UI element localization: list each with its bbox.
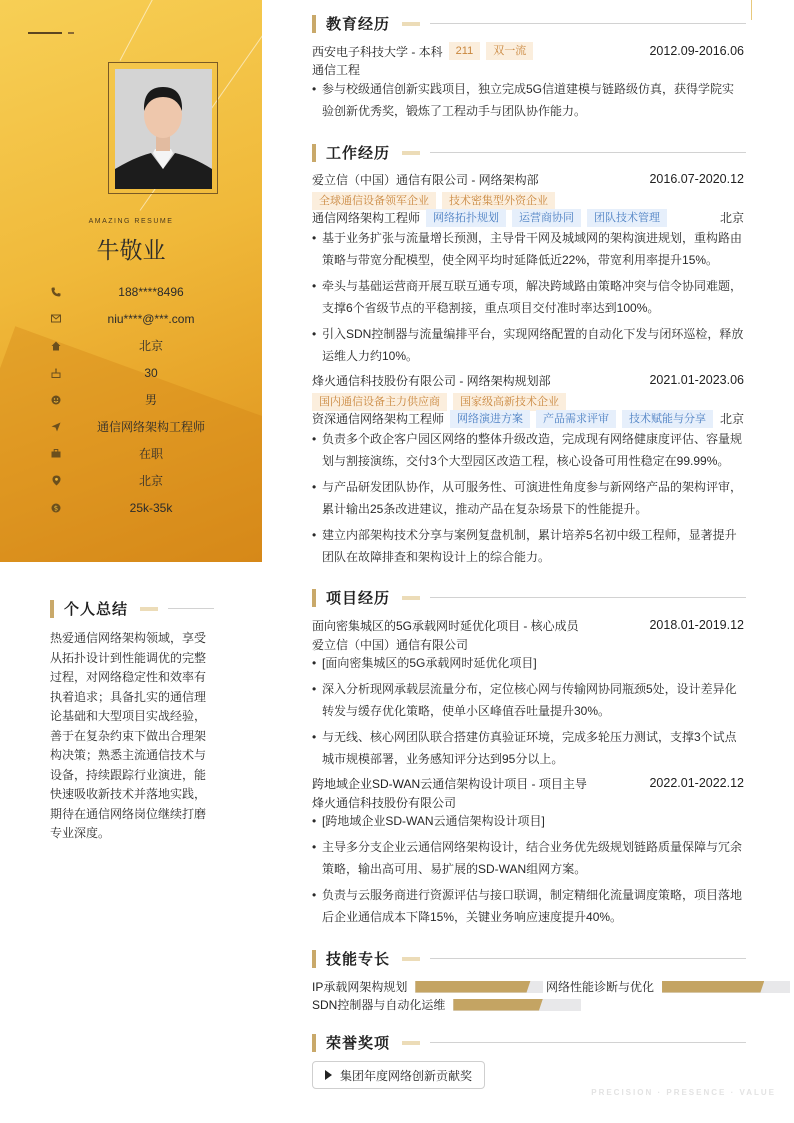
- info-row-home: [50, 332, 240, 359]
- section-pill: [402, 22, 420, 26]
- section-marker: [312, 950, 316, 968]
- phone-icon: [50, 286, 62, 298]
- location-value: 北京: [138, 474, 163, 488]
- job-bullet: [312, 323, 744, 367]
- sidebar: [0, 0, 262, 562]
- project-name: 跨地域企业SD-WAN云通信架构设计项目 - 项目主导: [312, 776, 587, 791]
- projects-title: 项目经历: [326, 590, 391, 607]
- section-divider: [430, 23, 746, 24]
- bullet-text: 与产品研发团队协作，从可服务性、可演进性角度参与新网络产品的架构评审，累计输出25条改进建议，推动产品在复杂场景下的性能提升。: [322, 480, 743, 516]
- project-org: 爱立信（中国）通信有限公司: [312, 638, 469, 652]
- project-bullet: [312, 678, 744, 722]
- role-row: [312, 209, 744, 226]
- honors-heading: [312, 1032, 746, 1053]
- bullet-dot: •: [312, 656, 317, 670]
- skill-bar: [662, 981, 790, 993]
- bullet-dot: •: [312, 814, 317, 828]
- job-header: [312, 372, 744, 388]
- age-value: 30: [144, 365, 158, 380]
- projects-heading: [312, 587, 746, 608]
- summary-line: 专业深度。: [50, 826, 111, 840]
- company-name: 爱立信（中国）通信有限公司 - 网络架构部: [312, 172, 539, 187]
- skill-item: [312, 978, 543, 995]
- bullet-dot: •: [312, 231, 317, 245]
- summary-line: 设备，持续跟踪行业演进，能: [50, 767, 207, 782]
- skill-name: IP承载网架构规划: [312, 980, 408, 994]
- project-org: 烽火通信科技股份有限公司: [312, 796, 457, 810]
- section-marker: [312, 1034, 316, 1052]
- summary-line: 过程，对网络稳定性和效率有: [50, 670, 207, 684]
- bullet-text: 负责与云服务商进行资源评估与接口联调，制定精细化流量调度策略，项目落地后企业通信成本下降15%，关键业务响应速度提升40%。: [322, 888, 743, 924]
- bullet-dot: •: [312, 840, 317, 854]
- section-marker: [312, 144, 316, 162]
- bullet-text: 牵头与基础运营商开展互联互通专项，解决跨域路由策略冲突与信令协同难题，支撑6个省级节点的平稳割接，重点项目交付准时率达到100%。: [322, 279, 743, 315]
- bullet-dot: •: [312, 279, 317, 293]
- mail-icon: [50, 313, 62, 325]
- section-divider: [430, 1042, 746, 1043]
- project-bullet: [312, 884, 744, 928]
- svg-text:$: $: [53, 504, 59, 512]
- skill-fill: [662, 981, 764, 993]
- honors-title: 荣誉奖项: [326, 1035, 391, 1052]
- summary-line: 热爱通信网络架构领域，享受: [50, 631, 207, 645]
- education-date: 2012.09-2016.06: [649, 44, 744, 58]
- company-name: 烽火通信科技股份有限公司 - 网络架构规划部: [312, 373, 551, 388]
- bullet-text: [面向密集城区的5G承载网时延优化项目]: [322, 656, 537, 670]
- bullet-text: 负责多个政企客户园区网络的整体升级改造，完成现有网络健康度评估、容量规划与割接演练，交付3个大型园区改造工程，核心设备可用性稳定在99.99%。: [322, 432, 743, 468]
- bullet-dot: •: [312, 480, 317, 494]
- job-bullet: [312, 428, 744, 472]
- company-tag: 技术密集型外资企业: [442, 192, 555, 210]
- company-tags: [312, 192, 744, 209]
- contact-info: [50, 278, 240, 521]
- section-marker: [50, 600, 54, 618]
- face-icon: [50, 394, 62, 406]
- skill-item: [546, 978, 790, 995]
- section-marker: [312, 15, 316, 33]
- work-heading: [312, 142, 746, 163]
- bullet-text: 主导多分支企业云通信网络架构设计，结合业务优先级规划链路质量保障与冗余策略，输出高可用、易扩展的SD-WAN组网方案。: [322, 840, 743, 876]
- skill-fill: [415, 981, 530, 993]
- project-date: 2022.01-2022.12: [649, 776, 744, 790]
- section-divider: [168, 608, 214, 609]
- info-row-location: [50, 467, 240, 494]
- role-tag: 团队技术管理: [587, 209, 667, 227]
- award-name: 集团年度网络创新贡献奖: [340, 1068, 473, 1083]
- info-row-email: [50, 305, 240, 332]
- info-row-position: [50, 413, 240, 440]
- position-value: 通信网络架构工程师: [96, 420, 205, 434]
- bullet-dot: •: [312, 730, 317, 744]
- summary-text: [50, 629, 212, 844]
- section-divider: [430, 958, 746, 959]
- cake-icon: [50, 367, 62, 379]
- section-pill: [140, 607, 158, 611]
- bullet-dot: •: [312, 682, 317, 696]
- job-date: 2016.07-2020.12: [649, 172, 744, 186]
- role-tag: 网络拓扑规划: [426, 209, 506, 227]
- info-row-salary: [50, 494, 240, 521]
- candidate-name: 牛敬业: [96, 237, 166, 263]
- phone-value: 188****8496: [118, 284, 184, 299]
- briefcase-icon: [50, 448, 62, 460]
- project-bullet: [312, 810, 744, 832]
- section-pill: [402, 957, 420, 961]
- accent-dash: [28, 32, 62, 34]
- bullet-text: [跨地域企业SD-WAN云通信架构设计项目]: [322, 814, 545, 828]
- bullet-dot: •: [312, 82, 317, 96]
- company-tag: 国家级高新技术企业: [453, 393, 566, 411]
- section-pill: [402, 151, 420, 155]
- summary-line: 执着追求；具备扎实的通信理: [50, 689, 207, 704]
- footer-tagline: PRECISION · PRESENCE · VALUE: [591, 1088, 776, 1097]
- bullet-text: 参与校级通信创新实践项目，独立完成5G信道建模与链路级仿真，获得学院实验创新优秀奖，锻炼了工程动手与团队协作能力。: [322, 82, 735, 118]
- job-date: 2021.01-2023.06: [649, 373, 744, 387]
- bullet-dot: •: [312, 327, 317, 341]
- skill-item: [312, 996, 581, 1013]
- role-tag: 产品需求评审: [536, 410, 616, 428]
- bullet-text: 基于业务扩张与流量增长预测，主导骨干网及城域网的架构演进规划，重构路由策略与带宽分配模型，使全网平均时延降低近22%，带宽利用率提升15%。: [322, 231, 743, 267]
- company-tags: [312, 393, 744, 410]
- skill-fill: [453, 999, 543, 1011]
- section-divider: [430, 597, 746, 598]
- skill-name: SDN控制器与自动化运维: [312, 998, 446, 1012]
- education-title: 教育经历: [326, 16, 391, 33]
- bullet-dot: •: [312, 432, 317, 446]
- school-tag: 双一流: [486, 42, 533, 60]
- summary-line: 期待在通信网络岗位继续打磨: [50, 806, 207, 821]
- work-title: 工作经历: [326, 145, 391, 162]
- location-pin-icon: [50, 475, 62, 487]
- email-value: niu****@***.com: [107, 311, 195, 326]
- home-value: 北京: [138, 339, 163, 353]
- role-tag: 技术赋能与分享: [622, 410, 713, 428]
- bullet-dot: •: [312, 888, 317, 902]
- info-row-gender: [50, 386, 240, 413]
- job-bullet: [312, 476, 744, 520]
- accent-dash: [68, 32, 74, 34]
- project-name: 面向密集城区的5G承载网时延优化项目 - 核心成员: [312, 618, 579, 633]
- summary-title: 个人总结: [64, 601, 129, 618]
- role-row: [312, 410, 744, 427]
- project-date: 2018.01-2019.12: [649, 618, 744, 632]
- project-bullet: [312, 726, 744, 770]
- skills-heading: [312, 948, 746, 969]
- role-tag: 网络演进方案: [450, 410, 530, 428]
- avatar: [115, 69, 212, 189]
- school-tag: 211: [449, 42, 481, 60]
- role-tag: 运营商协同: [512, 209, 581, 227]
- school-name: 西安电子科技大学 - 本科: [312, 44, 443, 59]
- skill-name: 网络性能诊断与优化: [546, 980, 655, 994]
- summary-line: 构决策；熟悉主流通信技术与: [50, 748, 207, 762]
- skills-title: 技能专长: [326, 951, 391, 968]
- summary-line: 快速吸收新技术并落地实践，: [50, 787, 207, 801]
- award-item: [312, 1061, 485, 1089]
- company-tag: 全球通信设备领军企业: [312, 192, 436, 210]
- summary-line: 从拓扑设计到性能调优的完整: [50, 650, 207, 665]
- section-pill: [402, 596, 420, 600]
- education-row: [312, 42, 744, 60]
- education-heading: [312, 13, 746, 34]
- project-header: [312, 775, 744, 791]
- role-title: 资深通信网络架构工程师: [312, 412, 445, 426]
- job-city: 北京: [719, 412, 744, 426]
- home-icon: [50, 340, 62, 352]
- tagline: AMAZING RESUME: [88, 218, 174, 225]
- send-icon: [50, 421, 62, 433]
- project-bullet: [312, 652, 744, 674]
- bullet-dot: •: [312, 528, 317, 542]
- job-bullet: [312, 524, 744, 568]
- section-divider: [430, 152, 746, 153]
- project-bullet: [312, 836, 744, 880]
- job-bullet: [312, 227, 744, 271]
- bullet-text: 引入SDN控制器与流量编排平台，实现网络配置的自动化下发与闭环巡检，释放运维人力约10%。: [322, 327, 744, 363]
- salary-value: 25k-35k: [129, 500, 173, 515]
- major: 通信工程: [312, 63, 361, 77]
- status-value: 在职: [138, 447, 163, 461]
- bullet-text: 深入分析现网承载层流量分布，定位核心网与传输网协同瓶颈5处，设计差异化转发与缓存优化策略，使单小区峰值吞吐量提升30%。: [322, 682, 737, 718]
- decor-line: [120, 0, 262, 61]
- section-marker: [312, 589, 316, 607]
- project-header: [312, 617, 744, 633]
- play-triangle-icon: [325, 1070, 332, 1080]
- skill-bar: [415, 981, 543, 993]
- info-row-status: [50, 440, 240, 467]
- money-icon: [50, 502, 62, 514]
- info-row-phone: [50, 278, 240, 305]
- education-bullet: [312, 78, 744, 122]
- job-city: 北京: [719, 211, 744, 225]
- company-tag: 国内通信设备主力供应商: [312, 393, 447, 411]
- skill-bar: [453, 999, 581, 1011]
- summary-heading: [50, 598, 214, 619]
- gender-value: 男: [144, 393, 157, 407]
- info-row-age: [50, 359, 240, 386]
- bullet-text: 建立内部架构技术分享与案例复盘机制，累计培养5名初中级工程师，显著提升团队在故障排查和架构设计上的综合能力。: [322, 528, 737, 564]
- job-header: [312, 171, 744, 187]
- section-pill: [402, 1041, 420, 1045]
- role-title: 通信网络架构工程师: [312, 211, 421, 225]
- summary-line: 论基础和大型项目实战经验，: [50, 709, 207, 723]
- summary-line: 善于在复杂约束下做出合理架: [50, 728, 207, 743]
- bullet-text: 与无线、核心网团队联合搭建仿真验证环境，完成多轮压力测试，支撑3个试点城市规模部署，业务感知评分达到95分以上。: [322, 730, 737, 766]
- job-bullet: [312, 275, 744, 319]
